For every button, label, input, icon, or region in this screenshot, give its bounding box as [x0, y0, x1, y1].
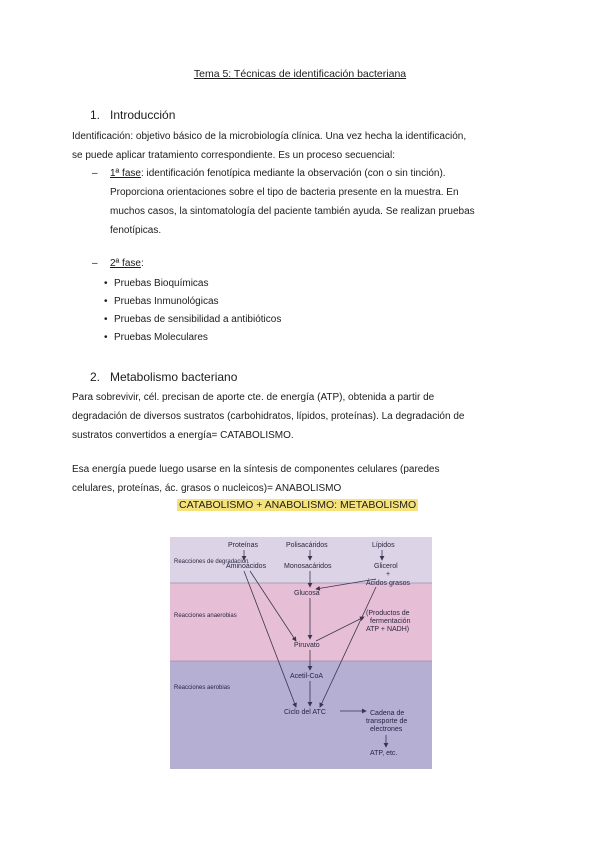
label-acetil-coa: Acetil-CoA — [290, 673, 324, 680]
document-title: Tema 5: Técnicas de identificación bacteriana — [193, 68, 407, 80]
svg-text:transporte de: transporte de — [366, 718, 408, 725]
label-plus: + — [386, 571, 391, 578]
phase1-text: 1ª fase: identificación fenotípica mediante la observación (con o sin tinción). Proporciona orientaciones sobre el tipo de bacteria presente en la muestra. En muchos casos, la sintomatología del paciente también ayuda. Se realizan pruebas fenotípicas. — [110, 168, 475, 236]
label-atp: ATP, etc. — [370, 750, 398, 757]
label-glicerol: Glicerol — [374, 563, 398, 570]
svg-text:ATP + NADH): ATP + NADH) — [366, 626, 410, 633]
label-monosacaridos: Monosacáridos — [284, 563, 332, 570]
label-aminoacidos: Aminoácidos — [226, 563, 267, 570]
zone2-label: Reacciones anaerobias — [174, 613, 237, 619]
list-item: • Pruebas Inmunológicas — [104, 296, 219, 307]
zone3-label: Reacciones aerobias — [174, 685, 231, 691]
label-glucosa: Glucosa — [294, 590, 320, 597]
label-acidos-grasos: Ácidos grasos — [366, 580, 410, 587]
intro-paragraph: Identificación: objetivo básico de la microbiología clínica. Una vez hecha la identificación, se puede aplicar tratamiento correspondiente. Es un proceso secuencial: — [72, 131, 467, 161]
label-ciclo-atc: Ciclo del ATC — [284, 709, 326, 716]
dash-marker: – — [92, 168, 98, 179]
list-item: • Pruebas Moleculares — [104, 332, 208, 343]
highlighted-definition: CATABOLISMO + ANABOLISMO: METABOLISMO — [179, 499, 417, 511]
label-proteinas: Proteínas — [228, 542, 258, 549]
phase2-text: 2ª fase: — [110, 258, 144, 269]
svg-text:fermentación: fermentación — [370, 618, 411, 625]
label-piruvato: Piruvato — [294, 642, 320, 649]
label-polisacaridos: Polisacáridos — [286, 542, 328, 549]
list-item: • Pruebas Bioquímicas — [104, 278, 209, 289]
metabolism-diagram — [170, 537, 432, 769]
label-lipidos: Lípidos — [372, 542, 395, 549]
dash-marker: – — [92, 258, 98, 269]
metabolism-paragraph-2: Esa energía puede luego usarse en la síntesis de componentes celulares (paredes celulares, proteínas, ác. grasos o nucleicos)= ANABOLISMO — [72, 464, 440, 494]
label-cadena: Cadena de — [370, 710, 405, 717]
metabolism-paragraph-1: Para sobrevivir, cél. precisan de aporte cte. de energía (ATP), obtenida a partir de degradación de diversos sustratos (carbohidratos, lípidos, proteínas). La degradación de sustratos convertidos a energía= CATABOLISMO. — [72, 392, 465, 441]
zone1-label: Reacciones de degradación — [174, 559, 249, 565]
label-productos: (Productos de — [366, 610, 410, 617]
svg-text:electrones: electrones — [370, 726, 403, 733]
list-item: • Pruebas de sensibilidad a antibióticos — [104, 314, 282, 325]
section-heading-intro: 1. Introducción — [90, 108, 176, 122]
section-heading-metabolism: 2. Metabolismo bacteriano — [90, 370, 238, 384]
